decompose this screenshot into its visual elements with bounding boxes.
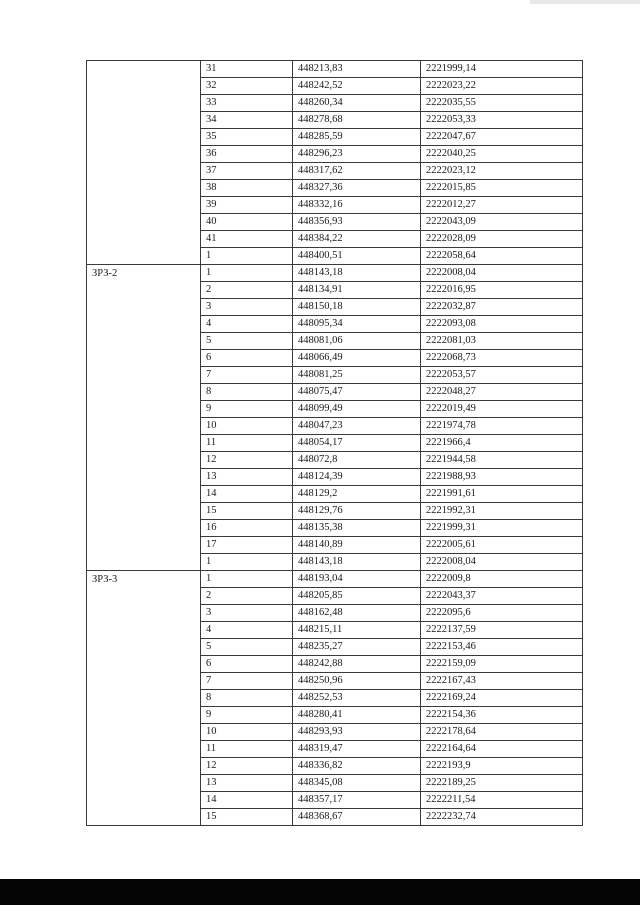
y-coordinate-cell: 2222058,64 (421, 248, 583, 265)
point-number-cell: 1 (201, 554, 293, 571)
y-coordinate-cell: 2221966,4 (421, 435, 583, 452)
y-coordinate-cell: 2222019,49 (421, 401, 583, 418)
x-coordinate-cell: 448129,76 (293, 503, 421, 520)
point-number-cell: 38 (201, 180, 293, 197)
y-coordinate-cell: 2222035,55 (421, 95, 583, 112)
y-coordinate-cell: 2222093,08 (421, 316, 583, 333)
x-coordinate-cell: 448285,59 (293, 129, 421, 146)
y-coordinate-cell: 2222043,09 (421, 214, 583, 231)
point-number-cell: 9 (201, 401, 293, 418)
y-coordinate-cell: 2222016,95 (421, 282, 583, 299)
x-coordinate-cell: 448047,23 (293, 418, 421, 435)
point-number-cell: 8 (201, 690, 293, 707)
point-number-cell: 11 (201, 435, 293, 452)
y-coordinate-cell: 2222023,12 (421, 163, 583, 180)
point-number-cell: 15 (201, 809, 293, 826)
point-number-cell: 36 (201, 146, 293, 163)
point-number-cell: 2 (201, 588, 293, 605)
y-coordinate-cell: 2222032,87 (421, 299, 583, 316)
y-coordinate-cell: 2222154,36 (421, 707, 583, 724)
x-coordinate-cell: 448162,48 (293, 605, 421, 622)
zone-name-cell (87, 61, 201, 265)
y-coordinate-cell: 2222193,9 (421, 758, 583, 775)
x-coordinate-cell: 448400,51 (293, 248, 421, 265)
x-coordinate-cell: 448081,25 (293, 367, 421, 384)
y-coordinate-cell: 2221999,14 (421, 61, 583, 78)
y-coordinate-cell: 2222023,22 (421, 78, 583, 95)
x-coordinate-cell: 448066,49 (293, 350, 421, 367)
x-coordinate-cell: 448135,38 (293, 520, 421, 537)
y-coordinate-cell: 2222169,24 (421, 690, 583, 707)
y-coordinate-cell: 2221992,31 (421, 503, 583, 520)
y-coordinate-cell: 2222005,61 (421, 537, 583, 554)
y-coordinate-cell: 2222153,46 (421, 639, 583, 656)
x-coordinate-cell: 448293,93 (293, 724, 421, 741)
x-coordinate-cell: 448357,17 (293, 792, 421, 809)
point-number-cell: 1 (201, 248, 293, 265)
x-coordinate-cell: 448235,27 (293, 639, 421, 656)
x-coordinate-cell: 448384,22 (293, 231, 421, 248)
x-coordinate-cell: 448332,16 (293, 197, 421, 214)
x-coordinate-cell: 448054,17 (293, 435, 421, 452)
x-coordinate-cell: 448356,93 (293, 214, 421, 231)
y-coordinate-cell: 2222053,57 (421, 367, 583, 384)
y-coordinate-cell: 2222028,09 (421, 231, 583, 248)
point-number-cell: 3 (201, 605, 293, 622)
y-coordinate-cell: 2222047,67 (421, 129, 583, 146)
x-coordinate-cell: 448327,36 (293, 180, 421, 197)
y-coordinate-cell: 2221974,78 (421, 418, 583, 435)
point-number-cell: 32 (201, 78, 293, 95)
y-coordinate-cell: 2222167,43 (421, 673, 583, 690)
y-coordinate-cell: 2222015,85 (421, 180, 583, 197)
point-number-cell: 4 (201, 622, 293, 639)
x-coordinate-cell: 448095,34 (293, 316, 421, 333)
x-coordinate-cell: 448193,04 (293, 571, 421, 588)
point-number-cell: 16 (201, 520, 293, 537)
point-number-cell: 39 (201, 197, 293, 214)
point-number-cell: 12 (201, 452, 293, 469)
y-coordinate-cell: 2222095,6 (421, 605, 583, 622)
y-coordinate-cell: 2222211,54 (421, 792, 583, 809)
point-number-cell: 14 (201, 486, 293, 503)
x-coordinate-cell: 448242,88 (293, 656, 421, 673)
y-coordinate-cell: 2222012,27 (421, 197, 583, 214)
point-number-cell: 5 (201, 639, 293, 656)
point-number-cell: 37 (201, 163, 293, 180)
point-number-cell: 8 (201, 384, 293, 401)
point-number-cell: 13 (201, 775, 293, 792)
x-coordinate-cell: 448099,49 (293, 401, 421, 418)
y-coordinate-cell: 2222164,64 (421, 741, 583, 758)
x-coordinate-cell: 448368,67 (293, 809, 421, 826)
point-number-cell: 12 (201, 758, 293, 775)
point-number-cell: 11 (201, 741, 293, 758)
point-number-cell: 1 (201, 571, 293, 588)
point-number-cell: 3 (201, 299, 293, 316)
table-row (87, 571, 583, 588)
x-coordinate-cell: 448296,23 (293, 146, 421, 163)
x-coordinate-cell: 448252,53 (293, 690, 421, 707)
y-coordinate-cell: 2221944,58 (421, 452, 583, 469)
y-coordinate-cell: 2222137,59 (421, 622, 583, 639)
x-coordinate-cell: 448124,39 (293, 469, 421, 486)
point-number-cell: 40 (201, 214, 293, 231)
point-number-cell: 14 (201, 792, 293, 809)
y-coordinate-cell: 2221988,93 (421, 469, 583, 486)
x-coordinate-cell: 448205,85 (293, 588, 421, 605)
x-coordinate-cell: 448242,52 (293, 78, 421, 95)
x-coordinate-cell: 448140,89 (293, 537, 421, 554)
point-number-cell: 13 (201, 469, 293, 486)
x-coordinate-cell: 448129,2 (293, 486, 421, 503)
scan-bottom-border (0, 879, 640, 905)
zone-name-cell: ЗРЗ-2 (87, 265, 201, 571)
point-number-cell: 31 (201, 61, 293, 78)
y-coordinate-cell: 2222043,37 (421, 588, 583, 605)
y-coordinate-cell: 2222048,27 (421, 384, 583, 401)
point-number-cell: 34 (201, 112, 293, 129)
point-number-cell: 4 (201, 316, 293, 333)
y-coordinate-cell: 2221991,61 (421, 486, 583, 503)
x-coordinate-cell: 448081,06 (293, 333, 421, 350)
y-coordinate-cell: 2222232,74 (421, 809, 583, 826)
y-coordinate-cell: 2222008,04 (421, 265, 583, 282)
point-number-cell: 7 (201, 673, 293, 690)
y-coordinate-cell: 2222189,25 (421, 775, 583, 792)
x-coordinate-cell: 448075,47 (293, 384, 421, 401)
scan-edge (530, 0, 640, 4)
point-number-cell: 1 (201, 265, 293, 282)
x-coordinate-cell: 448278,68 (293, 112, 421, 129)
point-number-cell: 6 (201, 350, 293, 367)
point-number-cell: 6 (201, 656, 293, 673)
x-coordinate-cell: 448280,41 (293, 707, 421, 724)
y-coordinate-cell: 2222053,33 (421, 112, 583, 129)
point-number-cell: 2 (201, 282, 293, 299)
y-coordinate-cell: 2222081,03 (421, 333, 583, 350)
x-coordinate-cell: 448134,91 (293, 282, 421, 299)
x-coordinate-cell: 448143,18 (293, 265, 421, 282)
point-number-cell: 35 (201, 129, 293, 146)
point-number-cell: 10 (201, 724, 293, 741)
point-number-cell: 5 (201, 333, 293, 350)
y-coordinate-cell: 2222008,04 (421, 554, 583, 571)
x-coordinate-cell: 448215,11 (293, 622, 421, 639)
table-row (87, 265, 583, 282)
point-number-cell: 10 (201, 418, 293, 435)
y-coordinate-cell: 2222178,64 (421, 724, 583, 741)
point-number-cell: 33 (201, 95, 293, 112)
point-number-cell: 7 (201, 367, 293, 384)
x-coordinate-cell: 448336,82 (293, 758, 421, 775)
x-coordinate-cell: 448150,18 (293, 299, 421, 316)
x-coordinate-cell: 448143,18 (293, 554, 421, 571)
x-coordinate-cell: 448213,83 (293, 61, 421, 78)
y-coordinate-cell: 2222009,8 (421, 571, 583, 588)
point-number-cell: 9 (201, 707, 293, 724)
x-coordinate-cell: 448317,62 (293, 163, 421, 180)
x-coordinate-cell: 448250,96 (293, 673, 421, 690)
point-number-cell: 41 (201, 231, 293, 248)
x-coordinate-cell: 448345,08 (293, 775, 421, 792)
x-coordinate-cell: 448319,47 (293, 741, 421, 758)
coordinates-table-body (87, 61, 583, 826)
x-coordinate-cell: 448260,34 (293, 95, 421, 112)
y-coordinate-cell: 2221999,31 (421, 520, 583, 537)
zone-name-cell: ЗРЗ-3 (87, 571, 201, 826)
point-number-cell: 15 (201, 503, 293, 520)
y-coordinate-cell: 2222068,73 (421, 350, 583, 367)
coordinates-table (86, 60, 583, 826)
table-row (87, 61, 583, 78)
point-number-cell: 17 (201, 537, 293, 554)
x-coordinate-cell: 448072,8 (293, 452, 421, 469)
y-coordinate-cell: 2222040,25 (421, 146, 583, 163)
y-coordinate-cell: 2222159,09 (421, 656, 583, 673)
